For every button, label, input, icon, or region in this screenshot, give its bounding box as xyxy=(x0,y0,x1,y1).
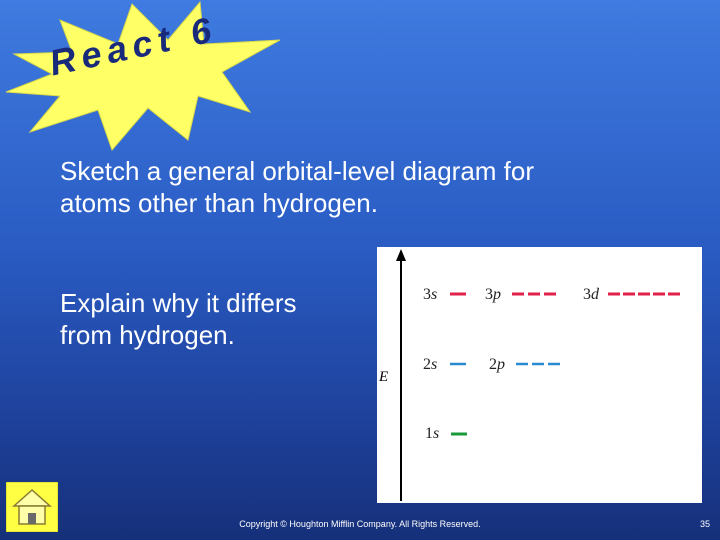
level-2p-n: 2 xyxy=(489,356,497,373)
level-2p-label: p xyxy=(497,356,505,373)
explain-line-1: Explain why it differs xyxy=(60,288,297,318)
prompt-text xyxy=(60,155,680,219)
level-3s-n: 3 xyxy=(423,286,431,303)
level-3d-n: 3 xyxy=(583,286,591,303)
react-badge xyxy=(0,0,300,160)
level-2s-n: 2 xyxy=(423,356,431,373)
page-number: 35 xyxy=(699,519,710,529)
explain-text xyxy=(60,287,370,351)
copyright-text: Copyright © Houghton Mifflin Company. All Rights Reserved. xyxy=(239,519,481,529)
level-3s-label: s xyxy=(431,286,438,303)
level-3p-n: 3 xyxy=(485,286,493,303)
energy-axis-arrow xyxy=(396,249,406,261)
level-3d-label: d xyxy=(591,286,599,303)
level-1s-label: s xyxy=(433,425,440,442)
prompt-line-2: atoms other than hydrogen. xyxy=(60,188,378,218)
home-button[interactable] xyxy=(6,482,58,532)
level-2s-label: s xyxy=(431,356,438,373)
prompt-line-1: Sketch a general orbital-level diagram for xyxy=(60,156,535,186)
level-1s-n: 1 xyxy=(425,425,433,442)
energy-axis-label: E xyxy=(379,369,389,385)
level-3p-label: p xyxy=(493,286,501,303)
orbital-diagram xyxy=(377,247,702,503)
react-title: React 6 xyxy=(45,8,221,84)
explain-line-2: from hydrogen. xyxy=(60,320,235,350)
